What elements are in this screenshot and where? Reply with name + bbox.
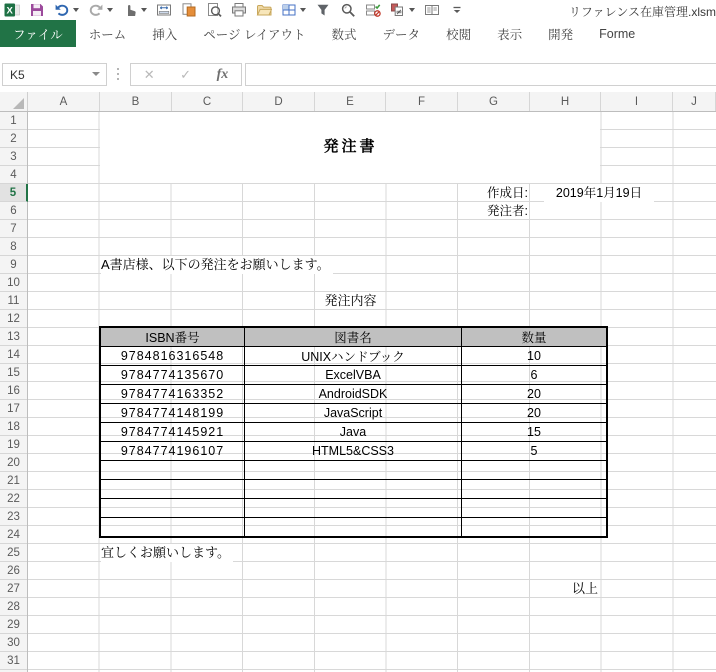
column-header-G[interactable]: G bbox=[458, 92, 530, 111]
row-header-13[interactable]: 13 bbox=[0, 328, 27, 346]
validation-icon[interactable] bbox=[365, 2, 381, 18]
order-table-header: ISBN番号 bbox=[100, 327, 245, 347]
formula-input[interactable] bbox=[245, 63, 716, 86]
row-header-20[interactable]: 20 bbox=[0, 454, 27, 472]
section-title-cell[interactable]: 発注内容 bbox=[324, 293, 377, 308]
copy-page-icon[interactable] bbox=[181, 2, 197, 18]
doc-title-cell[interactable]: 発注書 bbox=[323, 138, 378, 155]
cell[interactable]: JavaScript bbox=[245, 404, 462, 423]
tab-formulas[interactable]: 数式 bbox=[331, 27, 357, 42]
cell[interactable] bbox=[245, 499, 462, 518]
tab-forme[interactable]: Forme bbox=[599, 26, 636, 41]
formula-buttons bbox=[130, 63, 242, 86]
cell[interactable]: HTML5&CSS3 bbox=[245, 442, 462, 461]
row-header-23[interactable]: 23 bbox=[0, 508, 27, 526]
column-header-I[interactable]: I bbox=[601, 92, 673, 111]
cell[interactable] bbox=[245, 461, 462, 480]
quick-print-icon[interactable] bbox=[231, 2, 247, 18]
row-header-8[interactable]: 8 bbox=[0, 238, 27, 256]
dropdown-caret-icon bbox=[300, 8, 306, 12]
dropdown-caret-icon bbox=[409, 8, 415, 12]
order-table bbox=[99, 326, 608, 538]
cell[interactable] bbox=[100, 499, 245, 518]
table-row bbox=[100, 347, 607, 366]
cell[interactable]: 9784774163352 bbox=[100, 385, 245, 404]
table-row bbox=[100, 499, 607, 518]
tab-insert[interactable]: 挿入 bbox=[152, 27, 178, 42]
print-preview-icon[interactable] bbox=[206, 2, 222, 18]
excel-logo-icon[interactable] bbox=[4, 2, 20, 18]
orderer-label-cell[interactable]: 発注者: bbox=[487, 204, 528, 218]
cell[interactable]: 9784774196107 bbox=[100, 442, 245, 461]
tab-review[interactable]: 校閲 bbox=[446, 27, 472, 42]
cell[interactable] bbox=[100, 461, 245, 480]
window-title: リファレンス在庫管理.xlsm bbox=[568, 5, 716, 19]
fit-width-icon[interactable] bbox=[156, 2, 172, 18]
svg-text:≠: ≠ bbox=[395, 7, 403, 17]
greeting-cell[interactable]: A書店様、以下の発注をお願いします。 bbox=[101, 256, 333, 274]
cell[interactable] bbox=[100, 480, 245, 499]
tab-data[interactable]: データ bbox=[382, 27, 421, 42]
column-header-C[interactable]: C bbox=[172, 92, 243, 111]
select-all-corner[interactable] bbox=[0, 92, 28, 111]
row-header-29[interactable]: 29 bbox=[0, 616, 27, 634]
filter-icon[interactable] bbox=[315, 2, 331, 18]
table-row bbox=[100, 423, 607, 442]
cell[interactable] bbox=[462, 461, 608, 480]
column-header-B[interactable]: B bbox=[100, 92, 172, 111]
row-header-30[interactable]: 30 bbox=[0, 634, 27, 652]
cell[interactable]: 20 bbox=[462, 404, 608, 423]
cell[interactable]: 9784774148199 bbox=[100, 404, 245, 423]
cell[interactable]: 6 bbox=[462, 366, 608, 385]
column-header-E[interactable]: E bbox=[315, 92, 386, 111]
row-header-16[interactable]: 16 bbox=[0, 382, 27, 400]
row-header-24[interactable]: 24 bbox=[0, 526, 27, 544]
enter-icon[interactable]: ✓ bbox=[180, 67, 192, 82]
table-row bbox=[100, 385, 607, 404]
formula-bar-row bbox=[0, 47, 716, 92]
column-header-D[interactable]: D bbox=[243, 92, 315, 111]
cancel-icon[interactable]: ✕ bbox=[143, 67, 155, 82]
table-row bbox=[100, 366, 607, 385]
table-row bbox=[100, 518, 607, 538]
signoff-cell[interactable]: 以上 bbox=[571, 581, 598, 596]
row-header-12[interactable]: 12 bbox=[0, 310, 27, 328]
row-header-17[interactable]: 17 bbox=[0, 400, 27, 418]
insert-function-icon[interactable]: fx bbox=[216, 66, 229, 82]
cell[interactable]: UNIXハンドブック bbox=[245, 347, 462, 366]
tab-file[interactable]: ファイル bbox=[0, 20, 76, 47]
svg-text:X: X bbox=[6, 5, 13, 17]
order-table-header-row bbox=[100, 327, 607, 347]
name-box-value: K5 bbox=[10, 67, 25, 82]
redo-icon[interactable] bbox=[88, 2, 113, 18]
dropdown-caret-icon bbox=[107, 8, 113, 12]
cell[interactable]: 15 bbox=[462, 423, 608, 442]
cell[interactable] bbox=[245, 480, 462, 499]
cell[interactable]: Java bbox=[245, 423, 462, 442]
compare-icon[interactable] bbox=[390, 2, 415, 18]
row-header-21[interactable]: 21 bbox=[0, 472, 27, 490]
tab-home[interactable]: ホーム bbox=[88, 27, 127, 42]
cell[interactable]: 20 bbox=[462, 385, 608, 404]
select-all-triangle-icon bbox=[13, 98, 24, 109]
qat-customize-icon[interactable] bbox=[449, 2, 465, 18]
find-icon[interactable] bbox=[340, 2, 356, 18]
row-header-15[interactable]: 15 bbox=[0, 364, 27, 382]
cell[interactable]: 9784774145921 bbox=[100, 423, 245, 442]
table-row bbox=[100, 404, 607, 423]
table-row bbox=[100, 480, 607, 499]
cell[interactable] bbox=[100, 518, 245, 538]
row-headers bbox=[0, 112, 28, 672]
row-header-9[interactable]: 9 bbox=[0, 256, 27, 274]
column-headers bbox=[0, 92, 716, 112]
row-header-6[interactable]: 6 bbox=[0, 202, 27, 220]
row-header-10[interactable]: 10 bbox=[0, 274, 27, 292]
column-header-H[interactable]: H bbox=[530, 92, 601, 111]
row-header-31[interactable]: 31 bbox=[0, 652, 27, 670]
row-header-19[interactable]: 19 bbox=[0, 436, 27, 454]
column-header-A[interactable]: A bbox=[28, 92, 100, 111]
qat-buttons bbox=[4, 1, 465, 19]
name-box-dropdown-icon[interactable] bbox=[92, 72, 100, 76]
row-header-22[interactable]: 22 bbox=[0, 490, 27, 508]
created-date-value-cell[interactable]: 2019年1月19日 bbox=[544, 184, 654, 202]
table-row bbox=[100, 461, 607, 480]
row-header-27[interactable]: 27 bbox=[0, 580, 27, 598]
column-header-J[interactable]: J bbox=[673, 92, 716, 111]
tab-view[interactable]: 表示 bbox=[497, 27, 523, 42]
cell[interactable] bbox=[462, 518, 608, 538]
closing-cell[interactable]: 宜しくお願いします。 bbox=[101, 544, 233, 562]
cell[interactable]: 5 bbox=[462, 442, 608, 461]
order-table-header: 図書名 bbox=[245, 327, 462, 347]
row-header-1[interactable]: 1 bbox=[0, 112, 27, 130]
row-header-3[interactable]: 3 bbox=[0, 148, 27, 166]
sheet-grid[interactable] bbox=[28, 112, 716, 672]
row-header-26[interactable]: 26 bbox=[0, 562, 27, 580]
dropdown-caret-icon bbox=[141, 8, 147, 12]
borders-grid-icon[interactable] bbox=[281, 2, 306, 18]
cell[interactable] bbox=[462, 480, 608, 499]
cell[interactable]: 10 bbox=[462, 347, 608, 366]
ribbon-tab-bar bbox=[0, 20, 716, 47]
column-header-F[interactable]: F bbox=[386, 92, 458, 111]
order-table-header: 数量 bbox=[462, 327, 608, 347]
row-header-4[interactable]: 4 bbox=[0, 166, 27, 184]
row-header-28[interactable]: 28 bbox=[0, 598, 27, 616]
cell[interactable]: ExcelVBA bbox=[245, 366, 462, 385]
row-header-14[interactable]: 14 bbox=[0, 346, 27, 364]
row-header-18[interactable]: 18 bbox=[0, 418, 27, 436]
undo-icon[interactable] bbox=[54, 2, 79, 18]
formula-bar-separator bbox=[117, 68, 119, 80]
row-header-7[interactable]: 7 bbox=[0, 220, 27, 238]
dropdown-caret-icon bbox=[73, 8, 79, 12]
save-icon[interactable] bbox=[29, 2, 45, 18]
tab-developer[interactable]: 開発 bbox=[548, 27, 574, 42]
open-folder-icon[interactable] bbox=[256, 2, 272, 18]
row-header-11[interactable]: 11 bbox=[0, 292, 27, 310]
created-date-label-cell[interactable]: 作成日: bbox=[487, 186, 528, 200]
cell[interactable]: 9784816316548 bbox=[100, 347, 245, 366]
quick-access-toolbar bbox=[0, 0, 716, 20]
row-header-5[interactable]: 5 bbox=[0, 184, 28, 202]
form-icon[interactable] bbox=[424, 2, 440, 18]
name-box[interactable] bbox=[2, 63, 107, 86]
table-row bbox=[100, 442, 607, 461]
cell[interactable] bbox=[462, 499, 608, 518]
cell[interactable]: 9784774135670 bbox=[100, 366, 245, 385]
cell[interactable]: AndroidSDK bbox=[245, 385, 462, 404]
cell[interactable] bbox=[245, 518, 462, 538]
tab-page-layout[interactable]: ページ レイアウト bbox=[203, 27, 306, 42]
row-header-25[interactable]: 25 bbox=[0, 544, 27, 562]
touch-mode-icon[interactable] bbox=[122, 2, 147, 18]
row-header-2[interactable]: 2 bbox=[0, 130, 27, 148]
